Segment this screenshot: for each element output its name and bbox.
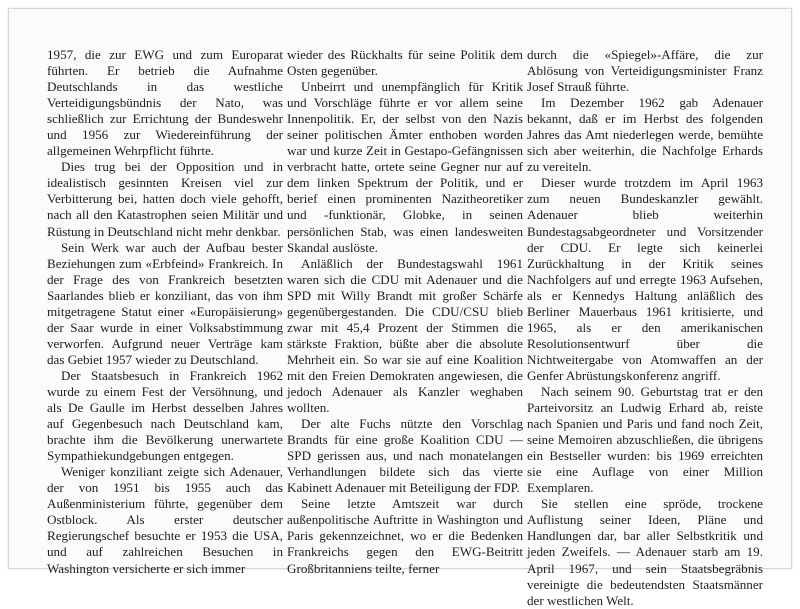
paragraph: Unbeirrt und unempfänglich für Kritik und Vorschläge führte er vor allem seine Innenpolitik. Er, der selbst von den Nazis seiner politischen Ämter enthoben worden war und kurze Zeit in Gestapo-Gefängnissen verbracht hatte, ortete seine Gegner nur auf dem linken Spektrum der Politik, und er berief einen prominenten Nazitheoretiker und -funktionär, Globke, in seinen persönlichen Stab, was einen landesweiten Skandal auslöste.	[287, 79, 523, 255]
paragraph: Sein Werk war auch der Aufbau bester Beziehungen zum «Erbfeind» Frankreich. In der Frage des von Frankreich besetzten Saarlandes blieb er konziliant, das von ihm mitgetragene Statut einer «Europäisierung» der Saar wurde in einer Volksabstimmung verworfen. Aufgrund neuer Verträge kam das Gebiet 1957 wieder zu Deutschland.	[47, 239, 283, 367]
paragraph: Im Dezember 1962 gab Adenauer bekannt, daß er im Herbst des folgenden Jahres das Amt niederlegen werde, bemühte sich aber weiterhin, die Nachfolge Erhards zu vereiteln.	[527, 95, 763, 175]
paragraph: Sie stellen eine spröde, trockene Auflistung seiner Ideen, Pläne und Handlungen dar, bar aller Selbstkritik und jeden Zweifels. — Adenauer starb am 19. April 1967, und sein Staatsbegräbnis vereinigte die bedeutendsten Staatsmänner der westlichen Welt.	[527, 496, 763, 608]
text-column-3	[527, 47, 763, 609]
paragraph: wieder des Rückhalts für seine Politik dem Osten gegenüber.	[287, 47, 523, 79]
paragraph: durch die «Spiegel»-Affäre, die zur Ablösung von Verteidigungsminister Franz Josef Strauß führte.	[527, 47, 763, 95]
paragraph: Der Staatsbesuch in Frankreich 1962 wurde zu einem Fest der Versöhnung, und als De Gaulle im Herbst desselben Jahres auf Gegenbesuch nach Deutschland kam, brachte ihm die Bevölkerung unerwartete Sympathiekundgebungen entgegen.	[47, 367, 283, 464]
paragraph: Dieser wurde trotzdem im April 1963 zum neuen Bundeskanzler gewählt. Adenauer blieb weiterhin Bundestagsabgeordneter und Vorsitzender der CDU. Er legte sich keinerlei Zurückhaltung in der Kritik seines Nachfolgers auf und erregte 1963 Aufsehen, als er Kennedys Haltung anläßlich des Berliner Mauerbaus 1961 kritisierte, und 1965, als er den amerikanischen Resolutionsentwurf über die Nichtweitergabe von Atomwaffen an der Genfer Abrüstungskonferenz angriff.	[527, 175, 763, 383]
document-card	[8, 8, 792, 608]
paragraph: Dies trug bei der Opposition und in idealistisch gesinnten Kreisen viel zur Verbitterung bei, hatten doch viele gehofft, nach all den Katastrophen seien Militär und Rüstung in Deutschland nicht mehr denkbar.	[47, 159, 283, 239]
paragraph: Nach seinem 90. Geburtstag trat er den Parteivorsitz an Ludwig Erhard ab, reiste nach Spanien und Paris und fand noch Zeit, seine Memoiren abzuschließen, die übrigens ein Bestseller wurden: bis 1969 erreichten sie eine Auflage von einer Million Exemplaren.	[527, 383, 763, 496]
text-column-2	[287, 47, 523, 577]
paragraph: Anläßlich der Bundestagswahl 1961 waren sich die CDU mit Adenauer und die SPD mit Willy Brandt mit großer Schärfe gegenübergestanden. Die CDU/CSU blieb zwar mit 45,4 Prozent der Stimmen die stärkste Fraktion, büßte aber die absolute Mehrheit ein. So war sie auf eine Koalition mit den Freien Demokraten angewiesen, die jedoch Adenauer als Kanzler weghaben wollten.	[287, 255, 523, 416]
paragraph: Weniger konziliant zeigte sich Adenauer, der von 1951 bis 1955 auch das Außenministerium führte, gegenüber dem Ostblock. Als erster deutscher Regierungschef besuchte er 1953 die USA, und auf zahlreichen Besuchen in Washington versicherte er sich immer	[47, 464, 283, 576]
paragraph: 1957, die zur EWG und zum Europarat führten. Er betrieb die Aufnahme Deutschlands in das westliche Verteidigungsbündnis der Nato, was schließlich zur Errichtung der Bundeswehr und 1956 zur Wiedereinführung der allgemeinen Wehrpflicht führte.	[47, 47, 283, 159]
text-column-1	[47, 47, 283, 577]
paragraph: Der alte Fuchs nützte den Vorschlag Brandts für eine große Koalition CDU — SPD gerissen aus, und nach monatelangen Verhandlungen bildete sich das vierte Kabinett Adenauer mit Beteiligung der FDP.	[287, 416, 523, 496]
paragraph: Seine letzte Amtszeit war durch außenpolitische Auftritte in Washington und Paris gekennzeichnet, wo er die Bedenken Frankreichs gegen den EWG-Beitritt Großbritanniens teilte, ferner	[287, 496, 523, 576]
